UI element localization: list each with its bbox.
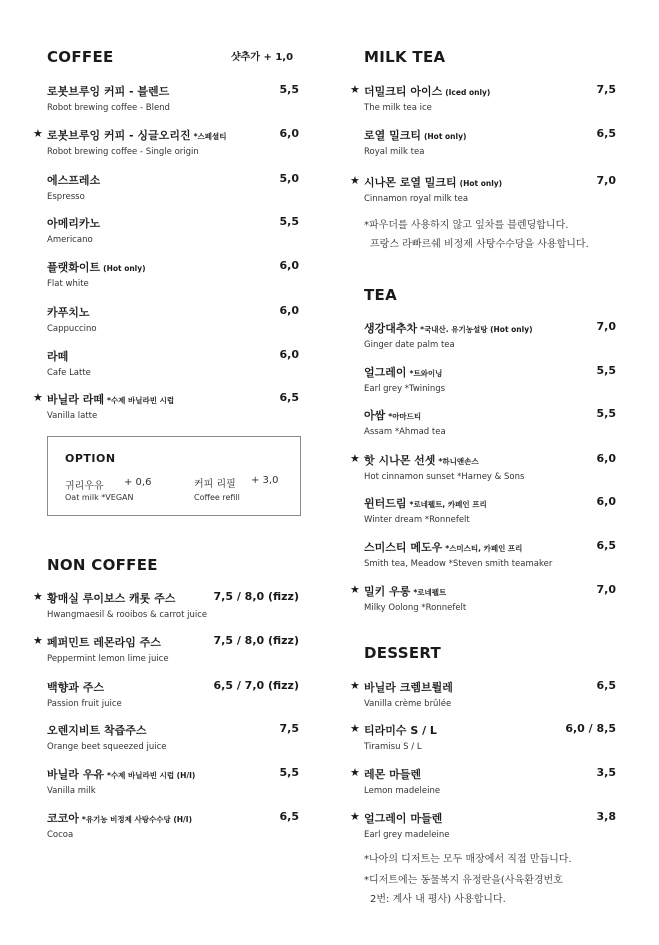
menu-item-price: 6,0 bbox=[279, 127, 299, 140]
menu-item-tag: (Hot only) bbox=[459, 179, 503, 188]
menu-item-english-name: Cinnamon royal milk tea bbox=[364, 194, 469, 204]
menu-item-price: 6,0 bbox=[279, 304, 299, 317]
signature-star-icon: ★ bbox=[33, 391, 43, 404]
menu-item-name: 얼그레이 bbox=[364, 366, 407, 379]
menu-item-price: 7,5 bbox=[596, 83, 616, 96]
menu-item-name: 아메리카노 bbox=[47, 217, 101, 230]
menu-item-english-name: Ginger date palm tea bbox=[364, 340, 455, 350]
menu-item-name: 백향과 주스 bbox=[47, 681, 104, 694]
signature-star-icon: ★ bbox=[350, 174, 360, 187]
menu-item-tag: *유기농 비정제 사탕수수당 (H/I) bbox=[81, 815, 193, 824]
menu-item-name: 생강대추차 bbox=[364, 322, 418, 335]
menu-item-price: 3,8 bbox=[596, 810, 616, 823]
menu-item-english-name: The milk tea ice bbox=[364, 103, 432, 113]
menu-item-english-name: Vanilla latte bbox=[47, 411, 98, 421]
tea-section-title: TEA bbox=[364, 286, 397, 304]
menu-item bbox=[364, 127, 616, 157]
menu-item-name: 티라미수 S / L bbox=[364, 724, 437, 737]
menu-item-name: 시나몬 로열 밀크티 bbox=[364, 176, 457, 189]
oat-milk-sub: Oat milk *VEGAN bbox=[65, 493, 134, 502]
menu-item-english-name: Americano bbox=[47, 235, 93, 245]
menu-item-price: 6,0 bbox=[596, 495, 616, 508]
menu-item-price: 5,5 bbox=[596, 364, 616, 377]
dessert-note-3: 2번: 계사 내 평사) 사용합니다. bbox=[370, 894, 506, 905]
menu-item-price: 6,5 bbox=[596, 539, 616, 552]
menu-item-name: 윈터드림 bbox=[364, 497, 407, 510]
menu-item-english-name: Vanilla milk bbox=[47, 786, 96, 796]
menu-item bbox=[47, 83, 299, 113]
menu-item-name: 얼그레이 마들렌 bbox=[364, 812, 443, 825]
menu-item bbox=[47, 679, 299, 709]
menu-item-price: 5,5 bbox=[279, 83, 299, 96]
menu-item-tag: *스페셜티 bbox=[193, 132, 227, 141]
menu-item-tag: *아마드티 bbox=[388, 412, 422, 421]
menu-item-english-name: Earl grey madeleine bbox=[364, 830, 450, 840]
menu-item-name: 더밀크티 아이스 bbox=[364, 85, 443, 98]
signature-star-icon: ★ bbox=[350, 83, 360, 96]
menu-item-english-name: Royal milk tea bbox=[364, 147, 425, 157]
menu-item bbox=[364, 407, 616, 437]
signature-star-icon: ★ bbox=[350, 583, 360, 596]
menu-item-tag: (Hot only) bbox=[423, 132, 467, 141]
menu-item-name: 황매실 루이보스 캐롯 주스 bbox=[47, 592, 176, 605]
menu-item-name: 코코아 bbox=[47, 812, 79, 825]
menu-item-english-name: Tiramisu S / L bbox=[364, 742, 422, 752]
menu-item-name: 로열 밀크티 bbox=[364, 129, 421, 142]
coffee-refill-sub: Coffee refill bbox=[194, 493, 240, 502]
menu-item bbox=[364, 495, 616, 525]
menu-item-price: 6,0 bbox=[596, 452, 616, 465]
menu-item bbox=[350, 766, 616, 796]
menu-item-english-name: Passion fruit juice bbox=[47, 699, 122, 709]
menu-item bbox=[47, 810, 299, 840]
menu-item-name: 로봇브루잉 커피 - 싱글오리진 bbox=[47, 129, 191, 142]
menu-item-english-name: Robot brewing coffee - Single origin bbox=[47, 147, 199, 157]
milk-tea-note-2: 프랑스 라빠르쉐 비정제 사탕수수당을 사용합니다. bbox=[370, 239, 589, 250]
menu-item-price: 6,5 bbox=[596, 679, 616, 692]
menu-item bbox=[350, 83, 616, 113]
menu-item-english-name: Peppermint lemon lime juice bbox=[47, 654, 169, 664]
menu-item-price: 6,0 bbox=[279, 348, 299, 361]
menu-item-price: 6,0 / 8,5 bbox=[565, 722, 616, 735]
non-coffee-section-title: NON COFFEE bbox=[47, 556, 158, 574]
menu-item-price: 7,5 / 8,0 (fizz) bbox=[213, 590, 299, 603]
menu-item bbox=[350, 583, 616, 613]
menu-item-price: 5,5 bbox=[596, 407, 616, 420]
menu-item bbox=[47, 348, 299, 378]
dessert-note-2: *디저트에는 동물복지 유정란을(사육환경번호 bbox=[364, 875, 563, 886]
menu-item-price: 7,0 bbox=[596, 174, 616, 187]
milk-tea-note-1: *파우더를 사용하지 않고 잎차를 블렌딩합니다. bbox=[364, 220, 569, 231]
option-box bbox=[47, 436, 301, 516]
menu-item-tag: (Hot only) bbox=[103, 264, 146, 273]
menu-item-price: 7,5 bbox=[279, 722, 299, 735]
menu-item-name: 레몬 마들렌 bbox=[364, 768, 421, 781]
menu-item-tag: *스미스티, 카페인 프리 bbox=[445, 544, 523, 553]
signature-star-icon: ★ bbox=[350, 810, 360, 823]
menu-item-english-name: Lemon madeleine bbox=[364, 786, 441, 796]
menu-item-price: 6,5 bbox=[596, 127, 616, 140]
menu-item-english-name: Cafe Latte bbox=[47, 368, 91, 378]
oat-milk-price: + 0,6 bbox=[124, 477, 152, 488]
menu-item-english-name: Espresso bbox=[47, 192, 85, 202]
menu-item-price: 5,5 bbox=[279, 766, 299, 779]
menu-item-english-name: Winter dream *Ronnefelt bbox=[364, 515, 470, 525]
signature-star-icon: ★ bbox=[33, 127, 43, 140]
menu-item-price: 6,0 bbox=[279, 259, 299, 272]
menu-item-name: 밀키 우롱 bbox=[364, 585, 411, 598]
menu-item-name: 로봇브루잉 커피 - 블렌드 bbox=[47, 85, 170, 98]
menu-item bbox=[364, 320, 616, 350]
menu-item bbox=[350, 722, 616, 752]
menu-item-name: 에스프레소 bbox=[47, 174, 101, 187]
menu-item bbox=[350, 810, 616, 840]
menu-item-english-name: Hwangmaesil & rooibos & carrot juice bbox=[47, 610, 208, 620]
menu-item-tag: *수제 바닐라빈 시럽 (H/I) bbox=[106, 771, 196, 780]
menu-item-english-name: Orange beet squeezed juice bbox=[47, 742, 167, 752]
menu-item-price: 5,0 bbox=[279, 172, 299, 185]
extra-shot-note: 샷추가 + 1,0 bbox=[231, 52, 294, 63]
menu-item-english-name: Robot brewing coffee - Blend bbox=[47, 103, 170, 113]
menu-item-price: 6,5 / 7,0 (fizz) bbox=[213, 679, 299, 692]
menu-item-english-name: Cocoa bbox=[47, 830, 74, 840]
menu-item bbox=[364, 364, 616, 394]
menu-item-name: 바닐라 우유 bbox=[47, 768, 104, 781]
menu-item-english-name: Assam *Ahmad tea bbox=[364, 427, 446, 437]
menu-item bbox=[33, 127, 299, 157]
oat-milk-label: 귀리우유 bbox=[65, 481, 104, 492]
menu-item-price: 6,5 bbox=[279, 810, 299, 823]
coffee-refill-label: 커피 리필 bbox=[194, 479, 236, 490]
signature-star-icon: ★ bbox=[33, 590, 43, 603]
menu-item-name: 오렌지비트 착즙주스 bbox=[47, 724, 147, 737]
dessert-section-title: DESSERT bbox=[364, 644, 442, 662]
menu-item-tag: *로네펠트 bbox=[413, 588, 447, 597]
menu-item-english-name: Earl grey *Twinings bbox=[364, 384, 446, 394]
menu-item-name: 핫 시나몬 선셋 bbox=[364, 454, 436, 467]
menu-item-name: 페퍼민트 레몬라임 주스 bbox=[47, 636, 161, 649]
menu-item-name: 바닐라 크렘브륄레 bbox=[364, 681, 453, 694]
dessert-note-1: *나아의 디저트는 모두 매장에서 직접 만듭니다. bbox=[364, 854, 572, 865]
menu-item bbox=[33, 590, 299, 620]
menu-item-tag: *수제 바닐라빈 시럽 bbox=[106, 396, 175, 405]
coffee-refill-price: + 3,0 bbox=[251, 475, 279, 486]
menu-item-price: 5,5 bbox=[279, 215, 299, 228]
menu-item bbox=[47, 722, 299, 752]
menu-item-price: 7,0 bbox=[596, 320, 616, 333]
menu-item-name: 스미스티 메도우 bbox=[364, 541, 443, 554]
menu-item-tag: *국내산. 유기농설탕 (Hot only) bbox=[420, 325, 533, 334]
menu-item bbox=[47, 172, 299, 202]
menu-item bbox=[47, 304, 299, 334]
menu-item bbox=[33, 391, 299, 421]
menu-item bbox=[33, 634, 299, 664]
signature-star-icon: ★ bbox=[350, 679, 360, 692]
menu-item-price: 3,5 bbox=[596, 766, 616, 779]
menu-item-tag: (Iced only) bbox=[445, 88, 491, 97]
menu-item-name: 라떼 bbox=[47, 350, 69, 363]
signature-star-icon: ★ bbox=[350, 722, 360, 735]
menu-item bbox=[350, 452, 616, 482]
menu-item-tag: *트와이닝 bbox=[409, 369, 443, 378]
signature-star-icon: ★ bbox=[350, 766, 360, 779]
option-title: OPTION bbox=[65, 452, 116, 465]
menu-item-tag: *로네펠트, 카페인 프리 bbox=[409, 500, 487, 509]
menu-item bbox=[47, 766, 299, 796]
milk-tea-section-title: MILK TEA bbox=[364, 48, 446, 66]
menu-item bbox=[47, 259, 299, 289]
menu-item-english-name: Milky Oolong *Ronnefelt bbox=[364, 603, 467, 613]
menu-item-name: 카푸치노 bbox=[47, 306, 90, 319]
menu-item-english-name: Hot cinnamon sunset *Harney & Sons bbox=[364, 472, 525, 482]
menu-item-tag: *하니앤손스 bbox=[438, 457, 479, 466]
menu-item-english-name: Smith tea, Meadow *Steven smith teamaker bbox=[364, 559, 553, 569]
menu-item bbox=[47, 215, 299, 245]
signature-star-icon: ★ bbox=[350, 452, 360, 465]
coffee-section-title: COFFEE bbox=[47, 48, 114, 66]
menu-item-name: 바닐라 라떼 bbox=[47, 393, 104, 406]
menu-item-english-name: Flat white bbox=[47, 279, 89, 289]
menu-item-english-name: Cappuccino bbox=[47, 324, 97, 334]
menu-item-name: 아쌈 bbox=[364, 409, 386, 422]
menu-item bbox=[350, 679, 616, 709]
menu-item-price: 6,5 bbox=[279, 391, 299, 404]
signature-star-icon: ★ bbox=[33, 634, 43, 647]
menu-item-english-name: Vanilla crème brûlée bbox=[364, 699, 452, 709]
menu-item-name: 플랫화이트 bbox=[47, 261, 101, 274]
menu-item bbox=[364, 539, 616, 569]
menu-item-price: 7,0 bbox=[596, 583, 616, 596]
menu-item bbox=[350, 174, 616, 204]
menu-item-price: 7,5 / 8,0 (fizz) bbox=[213, 634, 299, 647]
